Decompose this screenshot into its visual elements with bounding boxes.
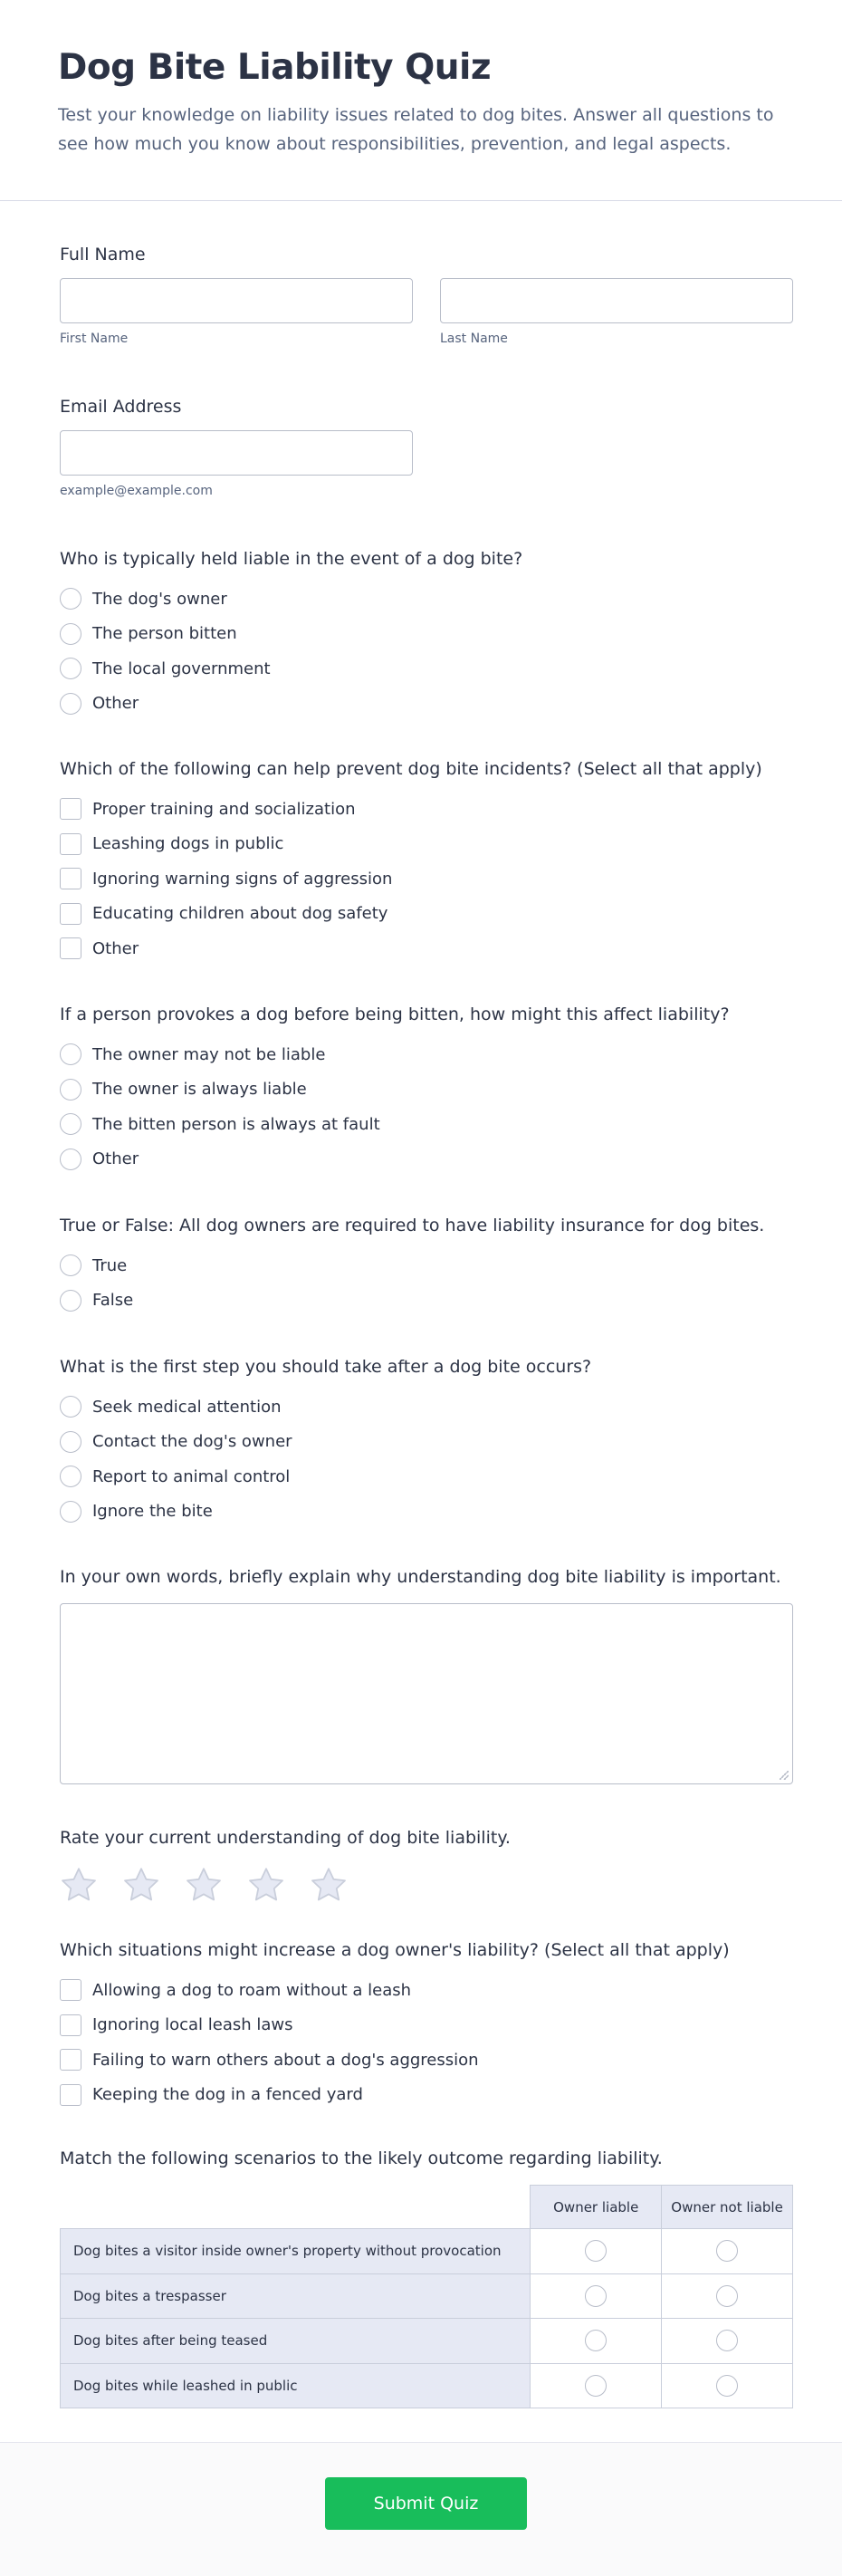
option-label: Ignoring local leash laws	[92, 2015, 293, 2035]
matrix-row-label: Dog bites after being teased	[61, 2319, 531, 2364]
option-label: Keeping the dog in a fenced yard	[92, 2085, 363, 2105]
matrix-radio[interactable]	[716, 2330, 738, 2351]
email-input[interactable]	[60, 430, 413, 476]
matrix-radio[interactable]	[585, 2240, 607, 2262]
option-label: Ignoring warning signs of aggression	[92, 869, 393, 889]
checkbox-control[interactable]	[60, 937, 81, 959]
question-label: In your own words, briefly explain why understanding dog bite liability is important.	[60, 1567, 781, 1587]
radio-option[interactable]	[60, 1283, 802, 1319]
checkbox-control[interactable]	[60, 2084, 81, 2106]
last-name-sublabel: Last Name	[440, 332, 508, 346]
matrix-row	[61, 2363, 793, 2408]
form-header	[0, 0, 842, 201]
radio-control[interactable]	[60, 1079, 81, 1101]
matrix-row	[61, 2319, 793, 2364]
radio-control[interactable]	[60, 1466, 81, 1487]
matrix-row-label: Dog bites a trespasser	[61, 2273, 531, 2319]
option-label: The bitten person is always at fault	[92, 1114, 380, 1134]
question-explain	[60, 1567, 793, 1784]
matrix-radio[interactable]	[585, 2375, 607, 2397]
checkbox-control[interactable]	[60, 868, 81, 889]
first-name-sublabel: First Name	[60, 332, 129, 346]
radio-option[interactable]	[60, 582, 802, 617]
radio-group	[60, 582, 802, 721]
radio-control[interactable]	[60, 658, 81, 679]
question-insurance	[60, 1216, 802, 1318]
first-name-input[interactable]	[60, 278, 413, 323]
matrix-radio[interactable]	[716, 2375, 738, 2397]
radio-option[interactable]	[60, 1459, 802, 1495]
question-label: Match the following scenarios to the likely outcome regarding liability.	[60, 2148, 663, 2168]
checkbox-option[interactable]	[60, 2043, 802, 2078]
radio-option[interactable]	[60, 1495, 802, 1530]
email-label: Email Address	[60, 397, 182, 417]
question-first-step	[60, 1357, 802, 1529]
option-label: The local government	[92, 658, 271, 678]
radio-option[interactable]	[60, 1248, 802, 1283]
option-label: The owner is always liable	[92, 1080, 307, 1100]
question-label: Who is typically held liable in the event of a dog bite?	[60, 549, 523, 569]
option-label: The person bitten	[92, 624, 237, 644]
email-sublabel: example@example.com	[60, 484, 213, 498]
radio-option[interactable]	[60, 1107, 802, 1142]
radio-group	[60, 1389, 802, 1529]
radio-control[interactable]	[60, 1113, 81, 1135]
question-matrix	[60, 2148, 793, 2408]
option-label: Contact the dog's owner	[92, 1432, 292, 1452]
question-rating	[60, 1828, 793, 1904]
radio-group	[60, 1248, 802, 1318]
checkbox-group	[60, 1973, 802, 2112]
option-label: Ignore the bite	[92, 1502, 213, 1522]
radio-control[interactable]	[60, 693, 81, 715]
matrix-cell	[531, 2273, 662, 2319]
matrix-cell	[662, 2229, 793, 2274]
matrix-row	[61, 2229, 793, 2274]
checkbox-option[interactable]	[60, 861, 802, 897]
star-icon[interactable]	[185, 1866, 223, 1904]
radio-control[interactable]	[60, 1254, 81, 1276]
star-icon[interactable]	[60, 1866, 98, 1904]
matrix-row	[61, 2273, 793, 2319]
radio-control[interactable]	[60, 1396, 81, 1418]
radio-group	[60, 1037, 802, 1177]
option-label: Other	[92, 694, 139, 714]
radio-option[interactable]	[60, 1037, 802, 1072]
option-label: The dog's owner	[92, 589, 227, 609]
radio-control[interactable]	[60, 1501, 81, 1523]
option-label: Proper training and socialization	[92, 799, 356, 819]
matrix-cell	[662, 2273, 793, 2319]
radio-control[interactable]	[60, 588, 81, 610]
page-title: Dog Bite Liability Quiz	[58, 47, 492, 88]
option-label: Other	[92, 1149, 139, 1169]
star-icon[interactable]	[247, 1866, 285, 1904]
matrix-column-header: Owner not liable	[662, 2186, 793, 2229]
question-label: Rate your current understanding of dog bite liability.	[60, 1828, 511, 1848]
checkbox-option[interactable]	[60, 827, 802, 862]
star-rating	[60, 1866, 793, 1904]
checkbox-control[interactable]	[60, 903, 81, 925]
radio-control[interactable]	[60, 1431, 81, 1453]
checkbox-option[interactable]	[60, 1973, 802, 2008]
explanation-textarea[interactable]	[60, 1603, 793, 1784]
matrix-cell	[662, 2363, 793, 2408]
checkbox-group	[60, 792, 802, 966]
matrix-cell	[531, 2363, 662, 2408]
resize-handle-icon[interactable]	[780, 1771, 789, 1780]
matrix-corner	[61, 2186, 531, 2229]
question-liable-party	[60, 549, 802, 721]
radio-option[interactable]	[60, 1072, 802, 1108]
form-footer	[0, 2442, 842, 2576]
matrix-table	[60, 2185, 793, 2408]
option-label: False	[92, 1291, 134, 1311]
option-label: Educating children about dog safety	[92, 904, 388, 924]
matrix-cell	[531, 2319, 662, 2364]
matrix-radio[interactable]	[716, 2285, 738, 2307]
checkbox-control[interactable]	[60, 833, 81, 855]
question-prevention	[60, 759, 802, 966]
radio-option[interactable]	[60, 1425, 802, 1460]
star-icon[interactable]	[310, 1866, 348, 1904]
radio-control[interactable]	[60, 1043, 81, 1065]
option-label: Leashing dogs in public	[92, 834, 284, 854]
radio-control[interactable]	[60, 623, 81, 645]
radio-option[interactable]	[60, 1389, 802, 1425]
matrix-column-header: Owner liable	[531, 2186, 662, 2229]
radio-option[interactable]	[60, 687, 802, 722]
checkbox-option[interactable]	[60, 2008, 802, 2043]
question-label: Which situations might increase a dog owner's liability? (Select all that apply)	[60, 1940, 730, 1960]
star-icon[interactable]	[122, 1866, 160, 1904]
matrix-row-label: Dog bites a visitor inside owner's property without provocation	[61, 2229, 531, 2274]
question-label: True or False: All dog owners are required to have liability insurance for dog bites.	[60, 1216, 765, 1235]
full-name-field	[60, 245, 793, 346]
radio-control[interactable]	[60, 1149, 81, 1170]
question-provocation	[60, 1004, 802, 1177]
last-name-input[interactable]	[440, 278, 793, 323]
question-label: Which of the following can help prevent dog bite incidents? (Select all that apply)	[60, 759, 762, 779]
checkbox-option[interactable]	[60, 792, 802, 827]
option-label: Report to animal control	[92, 1466, 291, 1486]
radio-option[interactable]	[60, 1142, 802, 1177]
checkbox-option[interactable]	[60, 2078, 802, 2113]
matrix-row-label: Dog bites while leashed in public	[61, 2363, 531, 2408]
option-label: Failing to warn others about a dog's aggression	[92, 2050, 479, 2070]
full-name-label: Full Name	[60, 245, 146, 264]
checkbox-control[interactable]	[60, 1979, 81, 2001]
option-label: Seek medical attention	[92, 1397, 282, 1417]
checkbox-control[interactable]	[60, 2049, 81, 2071]
question-label: If a person provokes a dog before being bitten, how might this affect liability?	[60, 1004, 730, 1024]
matrix-radio[interactable]	[716, 2240, 738, 2262]
page-description: Test your knowledge on liability issues related to dog bites. Answer all questions to see how much you know about responsibilities, prevention, and legal aspects.	[58, 105, 774, 154]
email-field	[60, 397, 413, 498]
question-label: What is the first step you should take after a dog bite occurs?	[60, 1357, 592, 1377]
matrix-radio[interactable]	[585, 2285, 607, 2307]
option-label: Other	[92, 938, 139, 958]
radio-option[interactable]	[60, 617, 802, 652]
checkbox-control[interactable]	[60, 798, 81, 820]
matrix-cell	[662, 2319, 793, 2364]
submit-button[interactable]: Submit Quiz	[325, 2477, 527, 2530]
radio-control[interactable]	[60, 1290, 81, 1312]
radio-option[interactable]	[60, 651, 802, 687]
checkbox-option[interactable]	[60, 897, 802, 932]
question-increase-liability	[60, 1940, 802, 2112]
checkbox-control[interactable]	[60, 2014, 81, 2036]
checkbox-option[interactable]	[60, 931, 802, 966]
option-label: Allowing a dog to roam without a leash	[92, 1980, 412, 2000]
matrix-cell	[531, 2229, 662, 2274]
matrix-radio[interactable]	[585, 2330, 607, 2351]
option-label: True	[92, 1255, 128, 1275]
option-label: The owner may not be liable	[92, 1044, 326, 1064]
